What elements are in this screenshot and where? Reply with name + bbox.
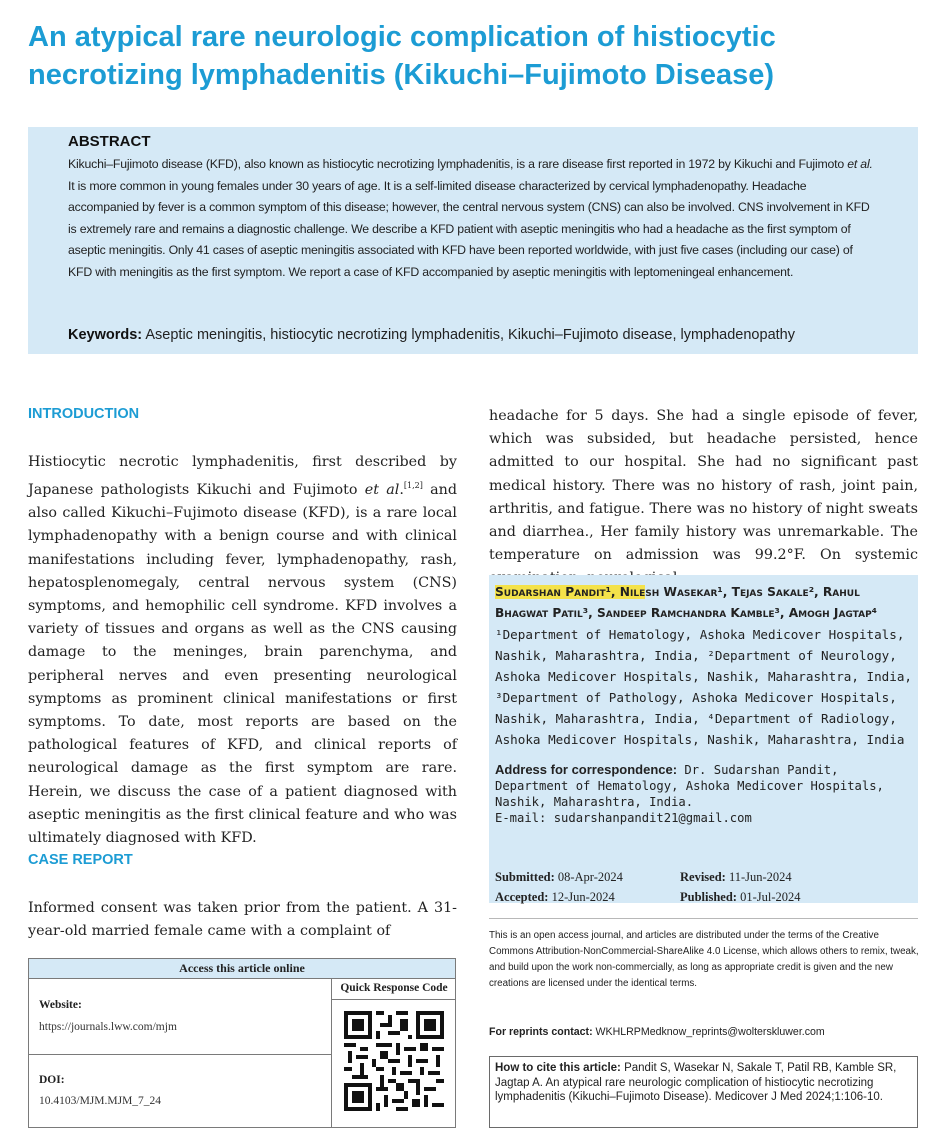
author-highlighted: Sudarshan Pandit¹, Nile — [495, 585, 646, 599]
doi-value: 10.4103/MJM.MJM_7_24 — [39, 1095, 162, 1107]
citation-box — [489, 1056, 918, 1128]
article-title: An atypical rare neurologic complication of histiocytic necrotizing lymphadenitis (Kikuchi–Fujimoto Disease) — [28, 21, 776, 91]
accepted-date: 12-Jun-2024 — [548, 890, 615, 904]
case-report-continued: headache for 5 days. She had a single episode of fever, which was subsided, but headache persisted, hence admitted to our hospital. She had no significant past medical history. There was no history of rash, joint pain, arthritis, and fatigue. There was no history of night sweats and diarrhea., Her family history was unremarkable. The temperature on admission was 99.2°F. On systemic — [489, 408, 918, 564]
intro-part2: and also called Kikuchi–Fujimoto disease (KFD), is a rare local lymphadenopathy with a benign course and with clinical manifestations including fever, lymphadenopathy, rash, hepatosplenomegaly, central nervous system (CNS) symptoms, and hemophilic cell syndrome. KFD involves a variety of tissues and organs as well as the CNS causing damage to the meninges, brain parenchyma, and peripheral nerves and even presenting neurological symptoms as prominent clinical manifestations or first symptoms. To date, most reports are based on the pathological features of KFD, and clinical reports of neurological damage as the first symptom are rare. Herein, we discuss the case of a patient diagnosed with aseptic meningitis as the first clinical feature and who was ultimately diagnosed with KFD. — [28, 481, 457, 847]
intro-etal: et al — [364, 481, 400, 498]
divider — [489, 918, 918, 919]
abstract-text-part2: It is more common in young females under 30 years of age. It is a self-limited disease characterized by cervical lymphadenopathy. Headache accompanied by fever is a common symptom of this disease; however, the central nervous system (CNS) can also be involved. CNS involvement in KFD is extremely rare and remains a diagnostic challenge. We describe a KFD patient with aseptic meningitis who had a headache as the first symptom of aseptic meningitis. Only 41 cases of aseptic meningitis associated with KFD have been reported worldwide, with just five cases (including our case) of KFD with meningitis as the first symptom. We report a case of KFD accompanied by aseptic meningitis with leptomeningeal enhancement. — [68, 178, 870, 279]
access-divider — [29, 1054, 331, 1055]
qr-code-cell — [331, 999, 456, 1127]
access-title: Access this article online — [29, 959, 455, 979]
intro-dot: . — [399, 481, 404, 498]
correspondence-label: Address for correspondence: — [495, 762, 678, 777]
correspondence-text: Dr. Sudarshan Pandit, Department of Hematology, Ashoka Medicover Hospitals, Nashik, Maharashtra, India. — [495, 763, 884, 809]
affiliations: ¹Department of Hematology, Ashoka Medicover Hospitals, Nashik, Maharashtra, India, ²Department of Neurology, Ashoka Medicover Hospitals, Nashik, Maharashtra, India, ³Department of Pathology, Ashoka Medicover Hospitals, Nashik, Maharashtra, India, ⁴Department of Radiology, Ashoka Medicover Hospitals, Nashik, Maharashtra, India — [495, 627, 913, 747]
abstract-box — [28, 127, 918, 354]
keywords-label: Keywords: — [68, 327, 143, 343]
introduction-paragraph — [28, 451, 457, 850]
revised-date: 11-Jun-2024 — [725, 870, 792, 884]
website-link[interactable]: https://journals.lww.com/mjm — [39, 1021, 177, 1033]
access-online-box — [28, 958, 456, 1128]
author-list — [495, 582, 912, 624]
qr-code-icon[interactable] — [344, 1011, 444, 1111]
published-date: 01-Jul-2024 — [736, 890, 801, 904]
reprints-contact — [489, 1026, 919, 1038]
abstract-heading: ABSTRACT — [68, 133, 151, 150]
citation-label: How to cite this article: — [495, 1062, 621, 1074]
website-label: Website: — [39, 999, 82, 1011]
intro-reference: [1,2] — [403, 481, 423, 491]
reprints-label: For reprints contact: — [489, 1026, 593, 1038]
introduction-heading: INTRODUCTION — [28, 406, 140, 422]
abstract-text — [68, 154, 878, 283]
author-info-box — [489, 575, 918, 903]
citation-text: Pandit S, Wasekar N, Sakale T, Patil RB, Kamble SR, Jagtap A. An atypical rare neurologic complication of histiocytic necrotizing lymphadenitis (Kikuchi–Fujimoto Disease). Medicover J Med 2024;1:106-10. — [495, 1062, 897, 1103]
keywords — [68, 327, 898, 343]
published-label: Published: — [680, 890, 737, 904]
author-rest: sh Wasekar¹, Tejas Sakale², Rahul Bhagwat Patil³, Sandeep Ramchandra Kamble³, Amogh Jagtap⁴ — [495, 585, 877, 620]
reprints-email: WKHLRPMedknow_reprints@wolterskluwer.com — [592, 1026, 825, 1038]
intro-part1: Histiocytic necrotic lymphadenitis, first described by Japanese pathologists Kikuchi and Fujimoto — [28, 454, 457, 498]
article-dates — [495, 867, 905, 907]
revised-label: Revised: — [680, 870, 726, 884]
doi-label: DOI: — [39, 1074, 65, 1086]
license-text: This is an open access journal, and articles are distributed under the terms of the Creative Commons Attribution-NonCommercial-ShareAlike 4.0 License, which allows others to remix, tweak, and build upon the work non-commercially, as long as appropriate credit is given and the new creations are licensed under the identical terms. — [489, 930, 919, 989]
submitted-date: 08-Apr-2024 — [554, 870, 623, 884]
abstract-text-part1: Kikuchi–Fujimoto disease (KFD), also known as histiocytic necrotizing lymphadenitis, is a rare disease first reported in 1972 by Kikuchi and Fujimoto — [68, 157, 848, 171]
correspondence-email: E-mail: sudarshanpandit21@gmail.com — [495, 811, 752, 825]
case-report-heading: CASE REPORT — [28, 852, 133, 868]
submitted-label: Submitted: — [495, 870, 555, 884]
qr-code-label: Quick Response Code — [331, 978, 456, 1000]
case-report-paragraph: Informed consent was taken prior from the patient. A 31-year-old married female came with a complaint of — [28, 900, 457, 940]
abstract-etal: et al. — [847, 157, 873, 171]
accepted-label: Accepted: — [495, 890, 549, 904]
keywords-list: Aseptic meningitis, histiocytic necrotizing lymphadenitis, Kikuchi–Fujimoto disease, lymphadenopathy — [145, 327, 795, 343]
correspondence — [495, 762, 912, 826]
